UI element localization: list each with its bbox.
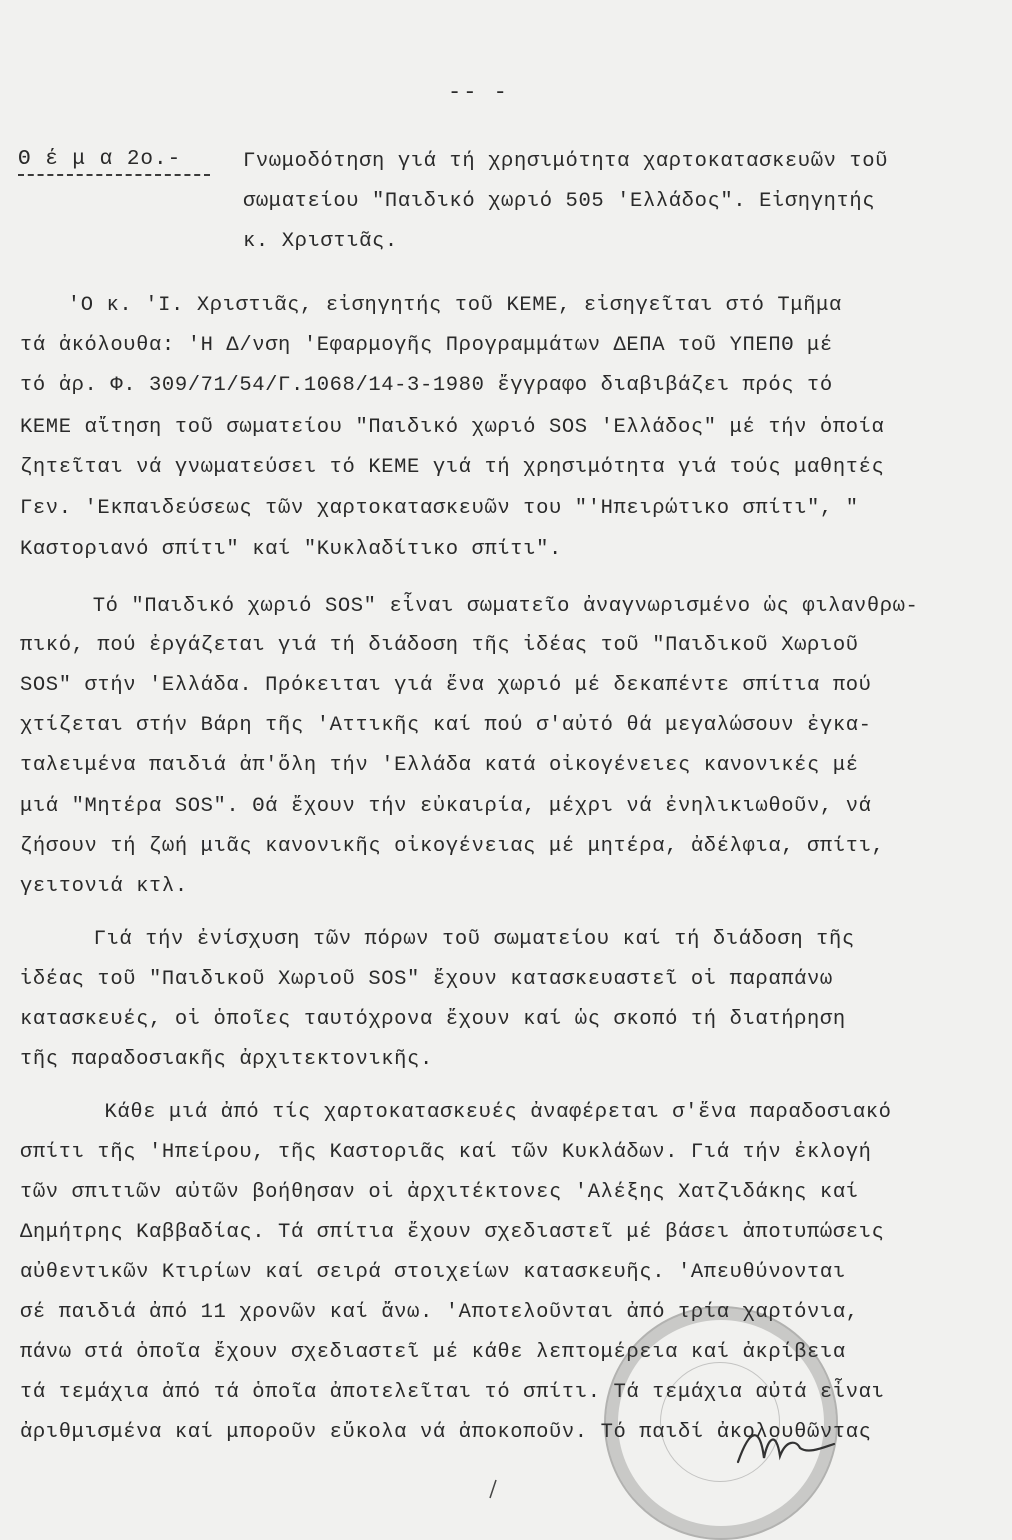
body-line: τά τεμάχια ἀπό τά ὁποῖα ἀποτελεῖται τό σπίτι. Τά τεμάχια αὐτά εἶναι: [20, 1381, 885, 1404]
body-line: Γιά τήν ἐνίσχυση τῶν πόρων τοῦ σωματείου καί τή διάδοση τῆς: [42, 928, 855, 951]
body-line: τά ἀκόλουθα: 'Η Δ/νση 'Εφαρμογῆς Προγραμμάτων ΔΕΠΑ τοῦ ΥΠΕΠΘ μέ: [20, 334, 833, 357]
body-line: τῆς παραδοσιακῆς ἀρχιτεκτονικῆς.: [20, 1048, 433, 1071]
body-line: ἀριθμισμένα καί μποροῦν εὔκολα νά ἀποκοποῦν. Τό παιδί ἀκολουθῶντας: [20, 1421, 872, 1444]
body-line: σπίτι τῆς 'Ηπείρου, τῆς Καστοριᾶς καί τῶν Κυκλάδων. Γιά τήν ἐκλογή: [20, 1141, 872, 1164]
topic-line: Γνωμοδότηση γιά τή χρησιμότητα χαρτοκατασκευῶν τοῦ: [243, 150, 889, 173]
topic-label-underline: [18, 174, 210, 176]
body-line: τῶν σπιτιῶν αὐτῶν βοήθησαν οἱ ἀρχιτέκτονες 'Αλέξης Χατζιδάκης καί: [20, 1181, 859, 1204]
topic-line: σωματείου "Παιδικό χωριό 505 'Ελλάδος". Εἰσηγητής: [243, 190, 876, 213]
signature: [730, 1418, 840, 1478]
topic-label: Θ έ μ α 2ο.-: [18, 148, 182, 171]
body-line: 'Ο κ. 'Ι. Χριστιᾶς, εἰσηγητής τοῦ ΚΕΜΕ, εἰσηγεῖται στό Τμῆμα: [42, 294, 842, 317]
body-line: Γεν. 'Εκπαιδεύσεως τῶν χαρτοκατασκευῶν του "'Ηπειρώτικο σπίτι", ": [20, 497, 859, 520]
body-line: ἰδέας τοῦ "Παιδικοῦ Χωριοῦ SOS" ἔχουν κατασκευαστεῖ οἱ παραπάνω: [20, 968, 833, 991]
body-line: Τό "Παιδικό χωριό SOS" εἶναι σωματεῖο ἀναγνωρισμένο ὡς φιλανθρω-: [54, 595, 919, 618]
body-line: χτίζεται στήν Βάρη τῆς 'Αττικῆς καί πού σ'αὐτό θά μεγαλώσουν ἐγκα-: [20, 714, 872, 737]
body-line: ταλειμένα παιδιά ἀπ'ὅλη τήν 'Ελλάδα κατά οἰκογένειες κανονικές μέ: [20, 754, 859, 777]
topic-line: κ. Χριστιᾶς.: [243, 230, 398, 253]
body-line: ΚΕΜΕ αἴτηση τοῦ σωματείου "Παιδικό χωριό SOS 'Ελλάδος" μέ τήν ὁποία: [20, 416, 885, 439]
body-line: αὐθεντικῶν Κτιρίων καί σειρά στοιχείων κατασκευῆς. 'Απευθύνονται: [20, 1261, 846, 1284]
body-line: Κάθε μιά ἀπό τίς χαρτοκατασκευές ἀναφέρεται σ'ἕνα παραδοσιακό: [40, 1101, 892, 1124]
body-line: SOS" στήν 'Ελλάδα. Πρόκειται γιά ἕνα χωριό μέ δεκαπέντε σπίτια πού: [20, 674, 872, 697]
body-line: πικό, πού ἐργάζεται γιά τή διάδοση τῆς ἰδέας τοῦ "Παιδικοῦ Χωριοῦ: [20, 634, 859, 657]
body-line: πάνω στά ὁποῖα ἔχουν σχεδιαστεῖ μέ κάθε λεπτομέρεια καί ἀκρίβεια: [20, 1341, 846, 1364]
body-line: κατασκευές, οἱ ὁποῖες ταυτόχρονα ἔχουν καί ὡς σκοπό τή διατήρηση: [20, 1008, 846, 1031]
body-line: ζήσουν τή ζωή μιᾶς κανονικῆς οἰκογένειας μέ μητέρα, ἀδέλφια, σπίτι,: [20, 835, 885, 858]
body-line: γειτονιά κτλ.: [20, 875, 188, 898]
scan-mark: [486, 1478, 500, 1500]
body-line: Καστοριανό σπίτι" καί "Κυκλαδίτικο σπίτι".: [20, 538, 562, 561]
body-line: σέ παιδιά ἀπό 11 χρονῶν καί ἄνω. 'Αποτελοῦνται ἀπό τρία χαρτόνια,: [20, 1301, 859, 1324]
body-line: Δημήτρης Καββαδίας. Τά σπίτια ἔχουν σχεδιαστεῖ μέ βάσει ἀποτυπώσεις: [20, 1221, 885, 1244]
body-line: μιά "Μητέρα SOS". Θά ἔχουν τήν εὐκαιρία, μέχρι νά ἐνηλικιωθοῦν, νά: [20, 795, 872, 818]
body-line: ζητεῖται νά γνωματεύσει τό ΚΕΜΕ γιά τή χρησιμότητα γιά τούς μαθητές: [20, 456, 885, 479]
page-number: -- -: [448, 80, 509, 105]
body-line: τό ἀρ. Φ. 309/71/54/Γ.1068/14-3-1980 ἔγγραφο διαβιβάζει πρός τό: [20, 374, 833, 397]
